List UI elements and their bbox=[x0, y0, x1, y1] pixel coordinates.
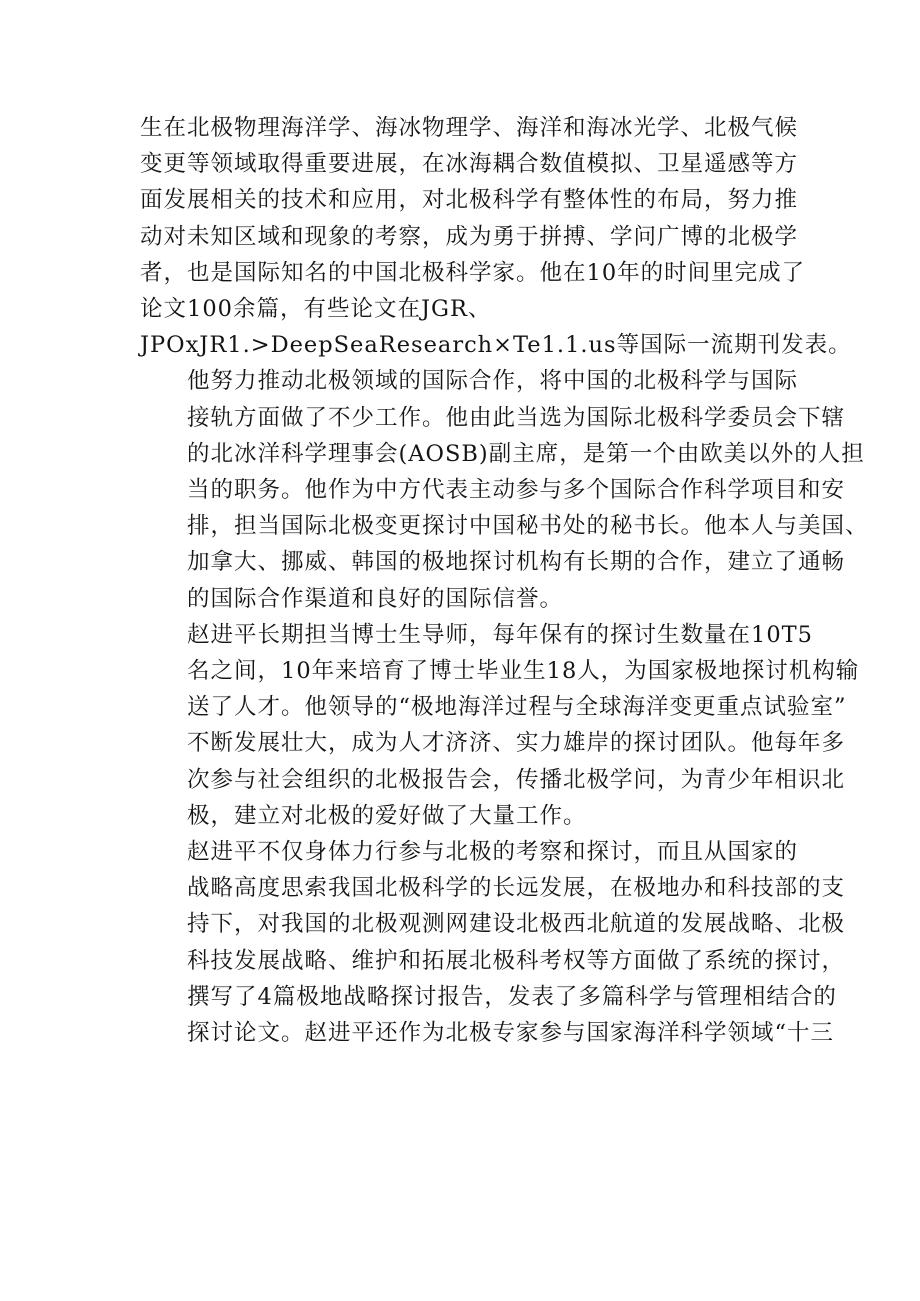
text-line: 科技发展战略、维护和拓展北极科考权等方面做了系统的探讨， bbox=[187, 947, 846, 974]
text-line: 探讨论文。赵进平还作为北极专家参与国家海洋科学领域“十三 bbox=[187, 1020, 835, 1047]
text-line: 战略高度思索我国北极科学的长远发展，在极地办和科技部的支 bbox=[187, 875, 846, 902]
text-line: JPOxJR1.>DeepSeaResearch×Te1.1.us等国际一流期刊发表。 bbox=[140, 332, 852, 359]
text-line: 次参与社会组织的北极报告会，传播北极学问，为青少年相识北 bbox=[187, 766, 846, 793]
text-line: 的国际合作渠道和良好的国际信誉。 bbox=[187, 585, 564, 612]
text-line: 面发展相关的技术和应用，对北极科学有整体性的布局，努力推 bbox=[140, 187, 799, 214]
text-line: 者，也是国际知名的中国北极科学家。他在10年的时间里完成了 bbox=[140, 259, 806, 286]
paragraph-3 bbox=[140, 617, 860, 834]
text-line: 名之间，10年来培育了博士毕业生18人，为国家极地探讨机构输 bbox=[187, 658, 860, 685]
paragraph-2 bbox=[140, 363, 869, 616]
paragraph-4 bbox=[140, 834, 846, 1051]
text-line: 极，建立对北极的爱好做了大量工作。 bbox=[187, 802, 587, 829]
text-line: 接轨方面做了不少工作。他由此当选为国际北极科学委员会下辖 bbox=[187, 404, 846, 431]
text-line: 变更等领域取得重要进展，在冰海耦合数值模拟、卫星遥感等方 bbox=[140, 151, 799, 178]
text-line: 送了人才。他领导的“极地海洋过程与全球海洋变更重点试验室” bbox=[187, 694, 847, 721]
text-line: 论文100余篇，有些论文在JGR、 bbox=[140, 296, 492, 323]
text-line: 当的职务。他作为中方代表主动参与多个国际合作科学项目和安 bbox=[187, 477, 846, 504]
text-line: 撰写了4篇极地战略探讨报告，发表了多篇科学与管理相结合的 bbox=[187, 983, 837, 1010]
text-line: 他努力推动北极领域的国际合作，将中国的北极科学与国际 bbox=[187, 368, 799, 395]
text-line: 赵进平不仅身体力行参与北极的考察和探讨，而且从国家的 bbox=[187, 839, 799, 866]
paragraph-1 bbox=[140, 110, 852, 363]
document-body bbox=[140, 110, 869, 1051]
text-line: 加拿大、挪威、韩国的极地探讨机构有长期的合作，建立了通畅 bbox=[187, 549, 846, 576]
text-line: 生在北极物理海洋学、海冰物理学、海洋和海冰光学、北极气候 bbox=[140, 115, 799, 141]
text-line: 动对未知区域和现象的考察，成为勇于拼搏、学问广博的北极学 bbox=[140, 223, 799, 250]
text-line: 排，担当国际北极变更探讨中国秘书处的秘书长。他本人与美国、 bbox=[187, 513, 869, 540]
text-line: 不断发展壮大，成为人才济济、实力雄岸的探讨团队。他每年多 bbox=[187, 730, 846, 757]
text-line: 持下，对我国的北极观测网建设北极西北航道的发展战略、北极 bbox=[187, 911, 846, 938]
text-line: 赵进平长期担当博士生导师，每年保有的探讨生数量在10T5 bbox=[187, 621, 813, 648]
text-line: 的北冰洋科学理事会(AOSB)副主席，是第一个由欧美以外的人担 bbox=[187, 440, 865, 467]
